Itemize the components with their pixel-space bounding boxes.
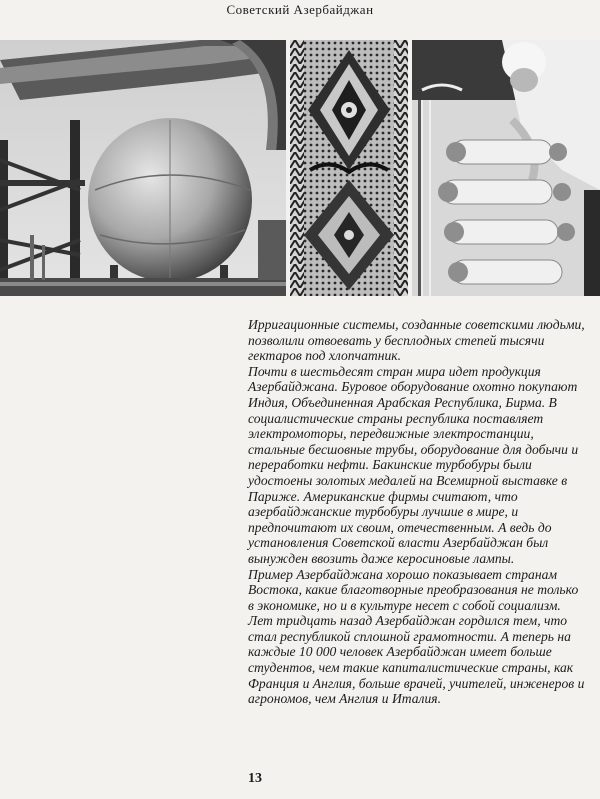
paragraph-irrigation: Ирригационные системы, созданные советскими людьми, позволили отвоевать у бесплодных степей тысячи гектаров под хлопчатник.: [248, 317, 585, 364]
photo-carpet: [290, 40, 408, 296]
photo-industrial-tank: [0, 40, 286, 296]
photo-strip: [0, 40, 600, 296]
article-body: [248, 317, 586, 707]
running-header: Советский Азербайджан: [226, 2, 374, 17]
paragraph-exports: Почти в шестьдесят стран мира идет продукция Азербайджана. Буровое оборудование охотно покупают Индия, Объединенная Арабская Республика, Бирма. В социалистические страны республика поставляет электромоторы, передвижные электростанции, стальные бесшовные трубы, оборудование для добычи и переработки нефти. Бакинские турбобуры были удостоены золотых медалей на Всемирной выставке в Париже. Американские фирмы считают, что азербайджанские турбобуры лучшие в мире, и предпочитают их своим, отечественным. А ведь до установления Советской власти Азербайджан был вынужден ввозить даже керосиновые лампы.: [248, 363, 579, 566]
paragraph-education: Пример Азербайджана хорошо показывает странам Востока, какие благотворные преобразования не только в экономике, но и в культуре несет с собой социализм. Лет тридцать назад Азербайджан гордился тем, что стал республикой сплошной грамотности. А теперь на каждые 10 000 человек Азербайджан имеет больше студентов, чем такие капиталистические страны, как Франция и Англия, больше врачей, учителей, инженеров и агрономов, чем Англия и Италия.: [248, 566, 585, 707]
page-number: 13: [248, 771, 262, 786]
photo-nursery: [412, 40, 600, 296]
